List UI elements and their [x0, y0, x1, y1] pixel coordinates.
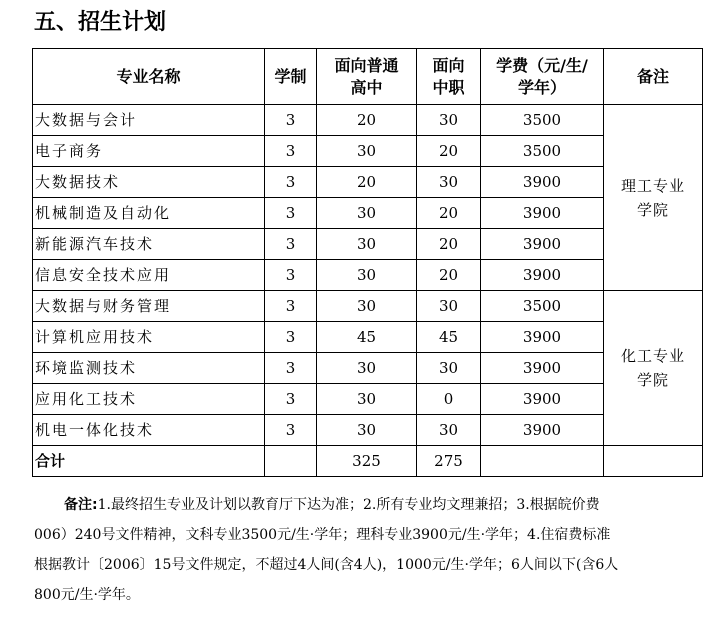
table-row [33, 384, 703, 415]
years-value: 3 [265, 384, 317, 415]
header-fee [481, 49, 604, 105]
fee-value: 3900 [481, 198, 604, 229]
enrollment-plan-table [32, 48, 703, 477]
vocational-quota: 45 [417, 322, 481, 353]
header-years: 学制 [265, 49, 317, 105]
major-name: 大数据与会计 [33, 105, 265, 136]
table-row [33, 415, 703, 446]
years-value: 3 [265, 105, 317, 136]
vocational-quota: 30 [417, 291, 481, 322]
fee-value: 3900 [481, 384, 604, 415]
header-fee-line2: 学年） [517, 77, 566, 97]
vocational-quota: 20 [417, 260, 481, 291]
table-row [33, 291, 703, 322]
fee-value: 3900 [481, 353, 604, 384]
high-school-quota: 30 [317, 384, 417, 415]
header-fee-line1: 学费（元/生/ [496, 55, 588, 75]
header-vocational [417, 49, 481, 105]
high-school-quota: 30 [317, 198, 417, 229]
notes-line-4: 800元/生·学年。 [34, 587, 140, 603]
fee-value: 3900 [481, 229, 604, 260]
table-row [33, 198, 703, 229]
table-row [33, 260, 703, 291]
years-value: 3 [265, 291, 317, 322]
header-high-school [317, 49, 417, 105]
total-high-school: 325 [317, 446, 417, 477]
high-school-quota: 45 [317, 322, 417, 353]
years-value: 3 [265, 415, 317, 446]
high-school-quota: 30 [317, 415, 417, 446]
group-note [604, 291, 703, 446]
group-note-line2: 学院 [636, 371, 669, 389]
header-vocational-line1: 面向 [432, 55, 465, 75]
vocational-quota: 30 [417, 415, 481, 446]
total-label: 合计 [33, 446, 265, 477]
high-school-quota: 30 [317, 136, 417, 167]
fee-value: 3500 [481, 105, 604, 136]
notes-line-2: 006）240号文件精神，文科专业3500元/生·学年；理科专业3900元/生·学年；4.住宿费标准 [34, 527, 611, 543]
fee-value: 3900 [481, 167, 604, 198]
major-name: 应用化工技术 [33, 384, 265, 415]
total-vocational: 275 [417, 446, 481, 477]
high-school-quota: 20 [317, 167, 417, 198]
major-name: 电子商务 [33, 136, 265, 167]
vocational-quota: 30 [417, 353, 481, 384]
table-row [33, 229, 703, 260]
major-name: 大数据与财务管理 [33, 291, 265, 322]
notes-line-3: 根据教计〔2006〕15号文件规定，不超过4人间(含4人)，1000元/生·学年；6人间以下(含6人 [34, 557, 619, 573]
major-name: 计算机应用技术 [33, 322, 265, 353]
high-school-quota: 30 [317, 260, 417, 291]
fee-value: 3500 [481, 291, 604, 322]
years-value: 3 [265, 198, 317, 229]
years-value: 3 [265, 136, 317, 167]
group-note-line1: 化工专业 [620, 347, 685, 365]
vocational-quota: 20 [417, 229, 481, 260]
years-value: 3 [265, 167, 317, 198]
fee-value: 3900 [481, 415, 604, 446]
header-major: 专业名称 [33, 49, 265, 105]
notes-text-1: 1.最终招生专业及计划以教育厅下达为准；2.所有专业均文理兼招；3.根据皖价费 [97, 497, 600, 513]
major-name: 机械制造及自动化 [33, 198, 265, 229]
vocational-quota: 30 [417, 167, 481, 198]
high-school-quota: 20 [317, 105, 417, 136]
table-row [33, 136, 703, 167]
table-row [33, 167, 703, 198]
fee-value: 3900 [481, 260, 604, 291]
total-fee-empty [481, 446, 604, 477]
group-note-line1: 理工专业 [620, 176, 685, 195]
high-school-quota: 30 [317, 229, 417, 260]
major-name: 信息安全技术应用 [33, 260, 265, 291]
table-row [33, 105, 703, 136]
major-name: 机电一体化技术 [33, 415, 265, 446]
notes-label: 备注: [64, 497, 98, 513]
notes-section [34, 490, 716, 610]
total-note-empty [604, 446, 703, 477]
group-note-line2: 学院 [636, 200, 669, 219]
high-school-quota: 30 [317, 291, 417, 322]
group-note [604, 105, 703, 291]
fee-value: 3500 [481, 136, 604, 167]
header-note: 备注 [604, 49, 703, 105]
table-row [33, 322, 703, 353]
table-header-row [33, 49, 703, 105]
major-name: 大数据技术 [33, 167, 265, 198]
vocational-quota: 20 [417, 198, 481, 229]
fee-value: 3900 [481, 322, 604, 353]
years-value: 3 [265, 353, 317, 384]
major-name: 环境监测技术 [33, 353, 265, 384]
total-row [33, 446, 703, 477]
header-vocational-line2: 中职 [432, 77, 465, 97]
header-high-school-line2: 高中 [350, 77, 383, 97]
vocational-quota: 20 [417, 136, 481, 167]
notes-line-1 [34, 490, 716, 520]
years-value: 3 [265, 260, 317, 291]
vocational-quota: 30 [417, 105, 481, 136]
vocational-quota: 0 [417, 384, 481, 415]
years-value: 3 [265, 229, 317, 260]
high-school-quota: 30 [317, 353, 417, 384]
years-value: 3 [265, 322, 317, 353]
section-title: 五、招生计划 [34, 10, 167, 35]
table-row [33, 353, 703, 384]
major-name: 新能源汽车技术 [33, 229, 265, 260]
total-years-empty [265, 446, 317, 477]
header-high-school-line1: 面向普通 [334, 55, 399, 75]
